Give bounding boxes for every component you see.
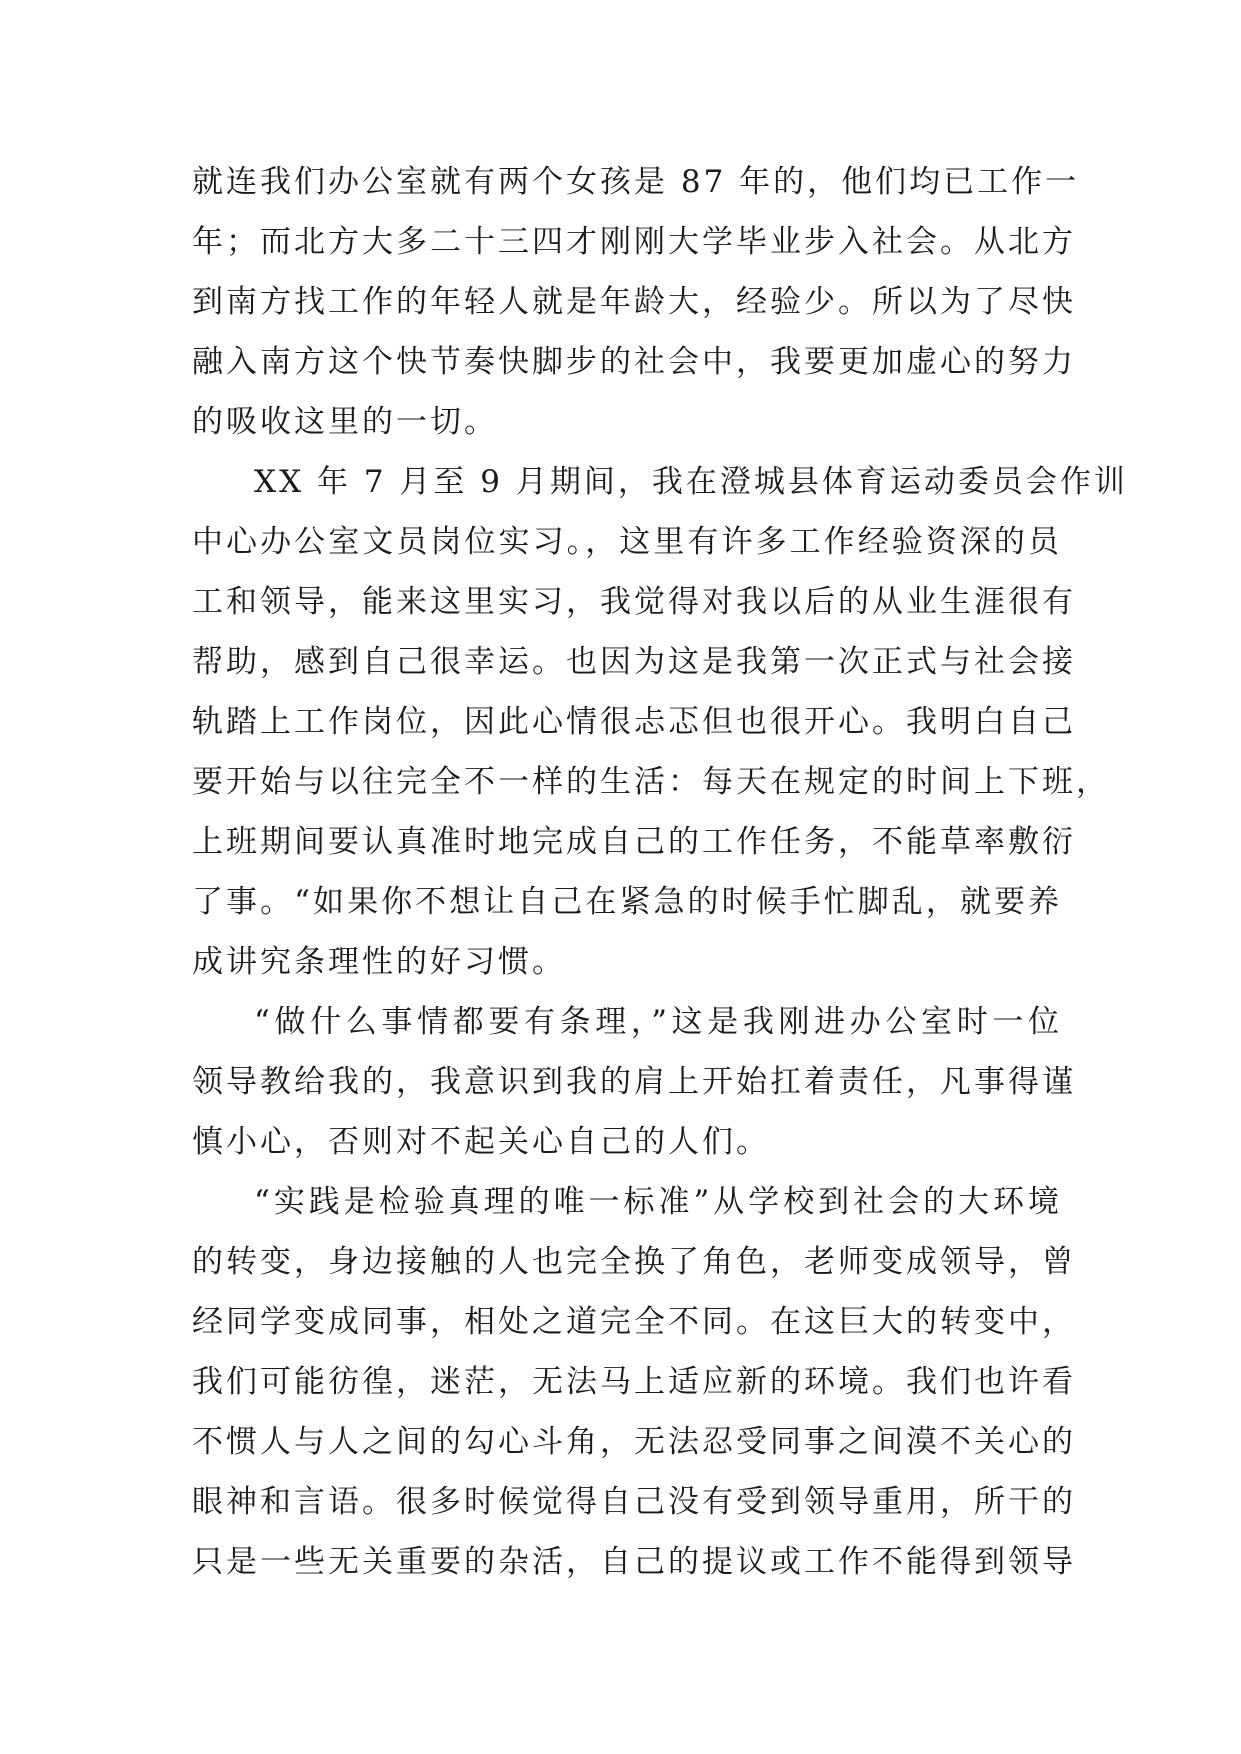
text-line: 帮助，感到自己很幸运。也因为这是我第一次正式与社会接 bbox=[192, 644, 1076, 680]
text-line: 中心办公室文员岗位实习。，这里有许多工作经验资深的员 bbox=[192, 524, 1062, 560]
text-line: 工和领导，能来这里实习，我觉得对我以后的从业生涯很有 bbox=[192, 584, 1076, 620]
text-line: 慎小心，否则对不起关心自己的人们。 bbox=[192, 1124, 770, 1160]
text-line: 不惯人与人之间的勾心斗角，无法忍受同事之间漠不关心的 bbox=[192, 1424, 1076, 1460]
text-line: 融入南方这个快节奏快脚步的社会中，我要更加虚心的努力 bbox=[192, 344, 1076, 380]
text-line: 年；而北方大多二十三四才刚刚大学毕业步入社会。从北方 bbox=[192, 224, 1076, 260]
text-line: 只是一些无关重要的杂活，自己的提议或工作不能得到领导 bbox=[192, 1544, 1076, 1580]
text-line: 上班期间要认真准时地完成自己的工作任务，不能草率敷衍 bbox=[192, 824, 1076, 860]
text-line: 成讲究条理性的好习惯。 bbox=[192, 944, 566, 980]
paragraph-first-line: “做什么事情都要有条理，”这是我刚进办公室时一位 bbox=[254, 1004, 1062, 1040]
text-line: 就连我们办公室就有两个女孩是 87 年的，他们均已工作一 bbox=[192, 164, 1080, 200]
paragraph-first-line: XX 年 7 月至 9 月期间，我在澄城县体育运动委员会作训 bbox=[254, 464, 1128, 500]
text-line: 轨踏上工作岗位，因此心情很忐忑但也很开心。我明白自己 bbox=[192, 704, 1076, 740]
text-line: 的转变，身边接触的人也完全换了角色，老师变成领导，曾 bbox=[192, 1244, 1076, 1280]
text-line: 到南方找工作的年轻人就是年龄大，经验少。所以为了尽快 bbox=[192, 284, 1076, 320]
text-line: 要开始与以往完全不一样的生活：每天在规定的时间上下班， bbox=[192, 764, 1110, 800]
text-line: 领导教给我的，我意识到我的肩上开始扛着责任，凡事得谨 bbox=[192, 1064, 1076, 1100]
text-line: 了事。“如果你不想让自己在紧急的时候手忙脚乱，就要养 bbox=[192, 884, 1062, 920]
paragraph-first-line: “实践是检验真理的唯一标准”从学校到社会的大环境 bbox=[254, 1184, 1062, 1220]
text-line: 眼神和言语。很多时候觉得自己没有受到领导重用，所干的 bbox=[192, 1484, 1076, 1520]
text-line: 的吸收这里的一切。 bbox=[192, 404, 498, 440]
text-line: 我们可能彷徨，迷茫，无法马上适应新的环境。我们也许看 bbox=[192, 1364, 1076, 1400]
text-line: 经同学变成同事，相处之道完全不同。在这巨大的转变中， bbox=[192, 1304, 1076, 1340]
body-text bbox=[192, 152, 1128, 1592]
